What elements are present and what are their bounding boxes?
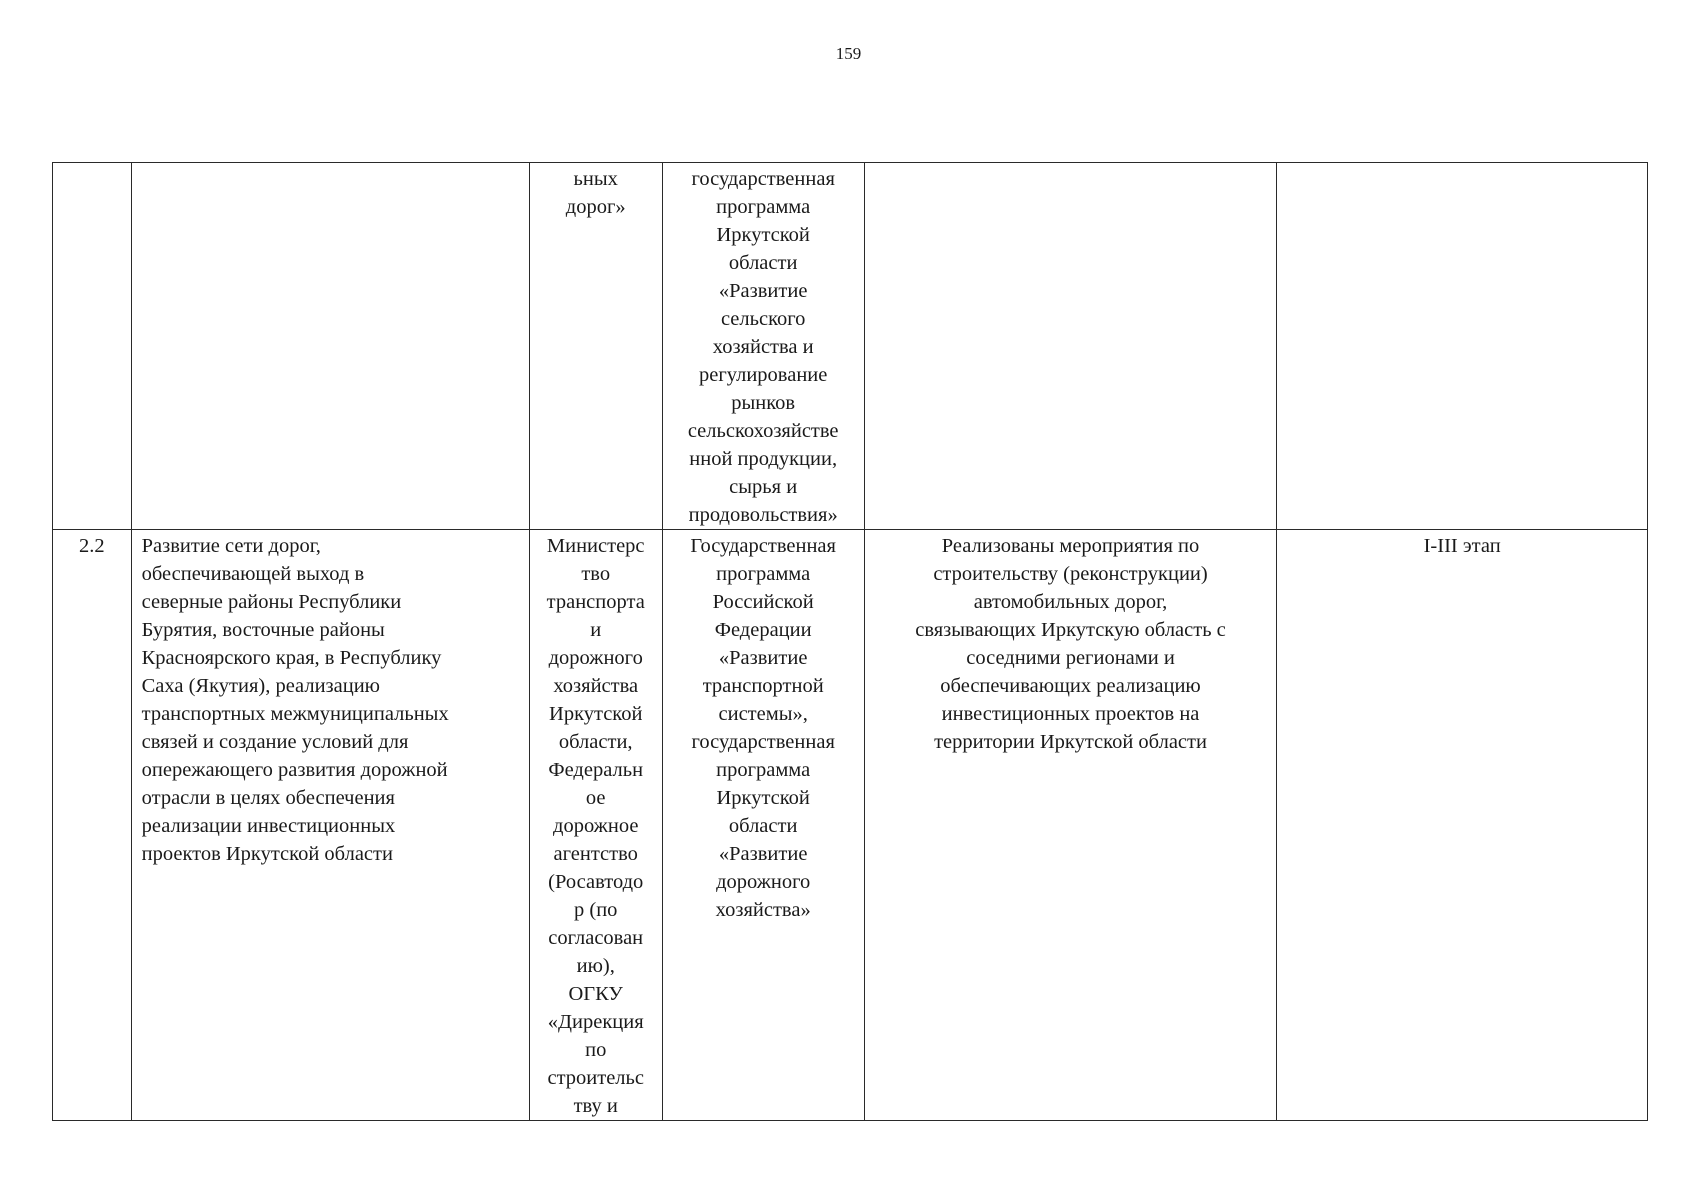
programs-text: государственная программа Иркутской области «Развитие сельского хозяйства и регулирование рынков сельскохозяйстве нной продукции, сырья и продовольствия» xyxy=(687,168,839,526)
result-cell xyxy=(864,530,1277,1121)
stage-cell xyxy=(1277,163,1648,530)
executors-text: ьных дорог» xyxy=(565,168,626,218)
stage-text: I-III этап xyxy=(1423,535,1501,557)
measures-table xyxy=(52,162,1648,1121)
result-cell xyxy=(864,163,1277,530)
task-text: Развитие сети дорог, обеспечивающей выход в северные районы Республики Бурятия, восточные районы Красноярского края, в Республику Саха (Якутия), реализацию транспортных межмуниципальных связей и создание условий для опережающего развития дорожной отрасли в целях обеспечения реализации инвестиционных проектов Иркутской области xyxy=(141,535,449,865)
row-number: 2.2 xyxy=(79,535,105,557)
programs-cell xyxy=(662,530,864,1121)
table-row xyxy=(53,530,1648,1121)
row-number-cell xyxy=(53,530,132,1121)
stage-cell xyxy=(1277,530,1648,1121)
executors-cell xyxy=(529,530,662,1121)
task-cell xyxy=(131,163,529,530)
programs-cell xyxy=(662,163,864,530)
executors-cell xyxy=(529,163,662,530)
page-number: 159 xyxy=(835,44,862,63)
task-cell xyxy=(131,530,529,1121)
programs-text: Государственная программа Российской Федерации «Развитие транспортной системы», государственная программа Иркутской области «Развитие дорожного хозяйства» xyxy=(690,535,836,921)
table-row xyxy=(53,163,1648,530)
row-number-cell xyxy=(53,163,132,530)
result-text: Реализованы мероприятия по строительству (реконструкции) автомобильных дорог, связывающих Иркутскую область с соседними регионами и обеспечивающих реализацию инвестиционных проектов на территории Иркутской области xyxy=(915,535,1226,753)
executors-text: Министерс тво транспорта и дорожного хозяйства Иркутской области, Федеральн ое дорожное агентство (Росавтодо р (по согласован ию), ОГКУ «Дирекция по строительс тву и xyxy=(546,535,645,1117)
